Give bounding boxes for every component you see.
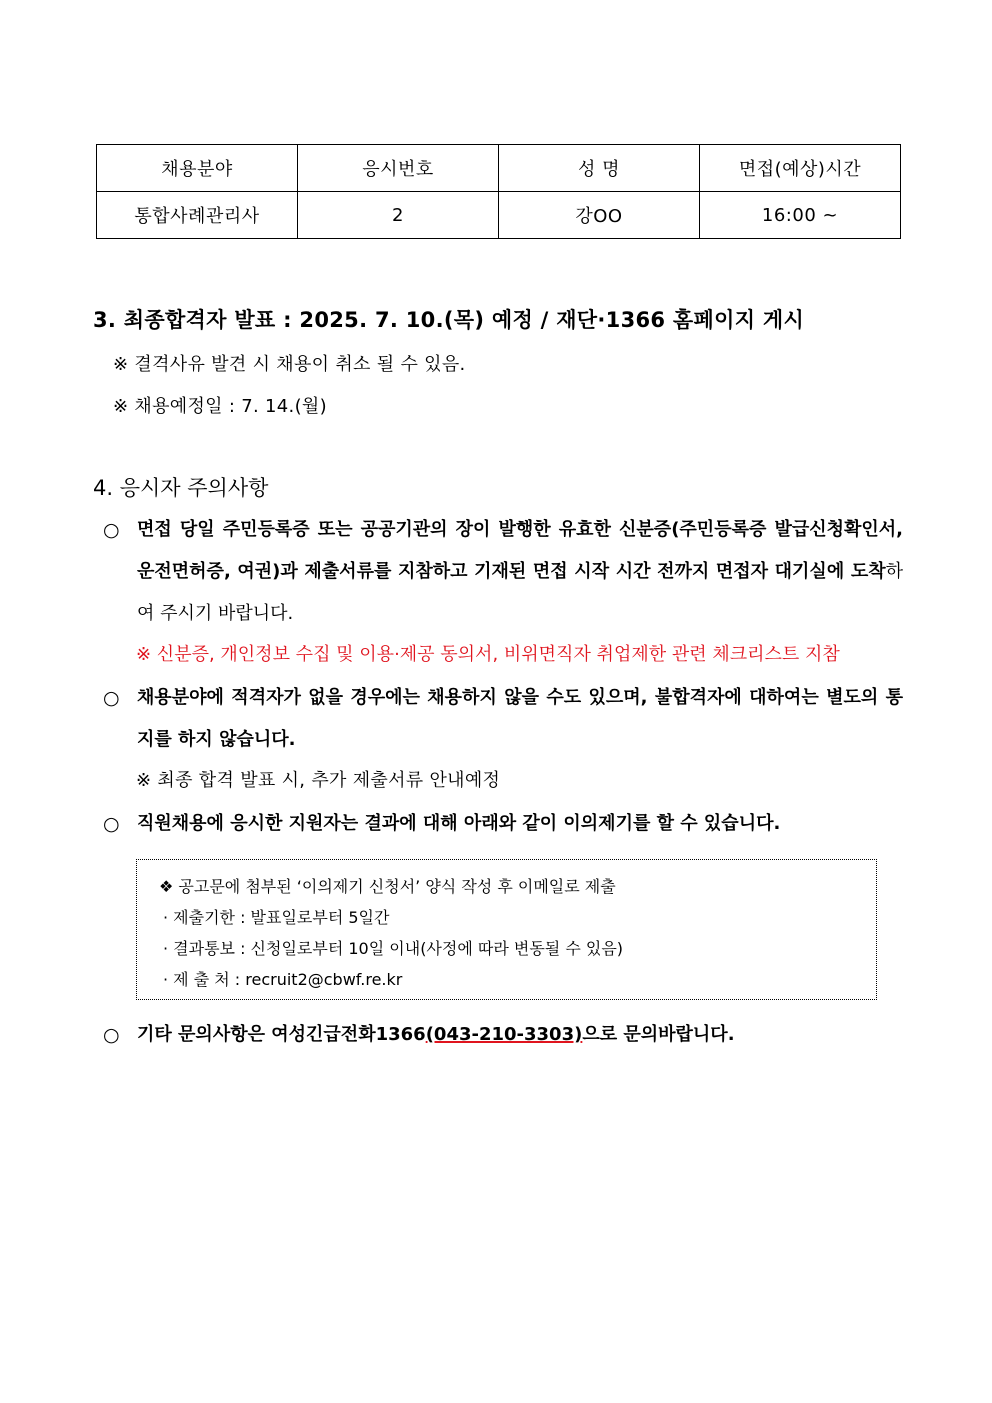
header-cell-field: 채용분야 (97, 145, 298, 192)
notice-item-id-documents-bold: 면접 당일 주민등록증 또는 공공기관의 장이 발행한 유효한 신분증(주민등록증 발급신청확인서, 운전면허증, 여권)과 제출서류를 지참하고 기재된 면접 시작 시간 전까지 면접자 대기실에 도착 (137, 519, 903, 582)
contact-text-before: 기타 문의사항은 여성긴급전화1366 (137, 1024, 426, 1045)
objection-result-line: · 결과통보 : 신청일로부터 10일 이내(사정에 따라 변동될 수 있음) (163, 939, 624, 958)
notice-item-contact (103, 1014, 903, 1056)
section4-heading: 4. 응시자 주의사항 (93, 476, 269, 500)
objection-procedure-box (136, 859, 877, 1000)
table-row (97, 192, 901, 239)
notice-item-objection (103, 803, 903, 845)
notice-item-objection-text: 직원채용에 응시한 지원자는 결과에 대해 아래와 같이 이의제기를 할 수 있습니다. (137, 813, 781, 834)
contact-text-after: 으로 문의바랍니다. (582, 1024, 735, 1045)
red-required-items-note: ※ 신분증, 개인정보 수집 및 이용·제공 동의서, 비위면직자 취업제한 관련 체크리스트 지참 (136, 644, 840, 665)
header-cell-interview-time: 면접(예상)시간 (700, 145, 901, 192)
notice-item-id-documents (103, 509, 903, 635)
circle-bullet-icon: ○ (103, 813, 120, 835)
objection-form-line: ❖ 공고문에 첨부된 ‘이의제기 신청서’ 양식 작성 후 이메일로 제출 (159, 877, 616, 896)
notice-item-no-qualified (103, 677, 903, 761)
objection-email-line: · 제 출 처 : recruit2@cbwf.re.kr (163, 970, 403, 989)
cell-applicant-number: 2 (298, 192, 499, 239)
section3-note-disqualification: ※ 결격사유 발견 시 채용이 취소 될 수 있음. (113, 354, 466, 375)
final-result-note: ※ 최종 합격 발표 시, 추가 제출서류 안내예정 (136, 770, 501, 791)
contact-phone-number: (043-210-3303) (425, 1024, 583, 1045)
header-cell-applicant-number: 응시번호 (298, 145, 499, 192)
cell-interview-time: 16:00 ~ (700, 192, 901, 239)
table-header-row (97, 145, 901, 192)
interview-schedule-table (96, 144, 901, 239)
notice-item-id-documents-tail: 하여 주시기 바랍니다. (137, 561, 903, 624)
circle-bullet-icon: ○ (103, 519, 120, 541)
notice-item-no-qualified-text: 채용분야에 적격자가 없을 경우에는 채용하지 않을 수도 있으며, 불합격자에 대하여는 별도의 통지를 하지 않습니다. (137, 687, 903, 750)
circle-bullet-icon: ○ (103, 1024, 120, 1046)
section3-heading: 3. 최종합격자 발표 : 2025. 7. 10.(목) 예정 / 재단·1366 홈페이지 게시 (93, 308, 805, 332)
cell-field: 통합사례관리사 (97, 192, 298, 239)
objection-deadline-line: · 제출기한 : 발표일로부터 5일간 (163, 908, 390, 927)
section3-note-hire-date: ※ 채용예정일 : 7. 14.(월) (113, 396, 327, 417)
header-cell-name: 성 명 (499, 145, 700, 192)
cell-name: 강OO (499, 192, 700, 239)
circle-bullet-icon: ○ (103, 687, 120, 709)
